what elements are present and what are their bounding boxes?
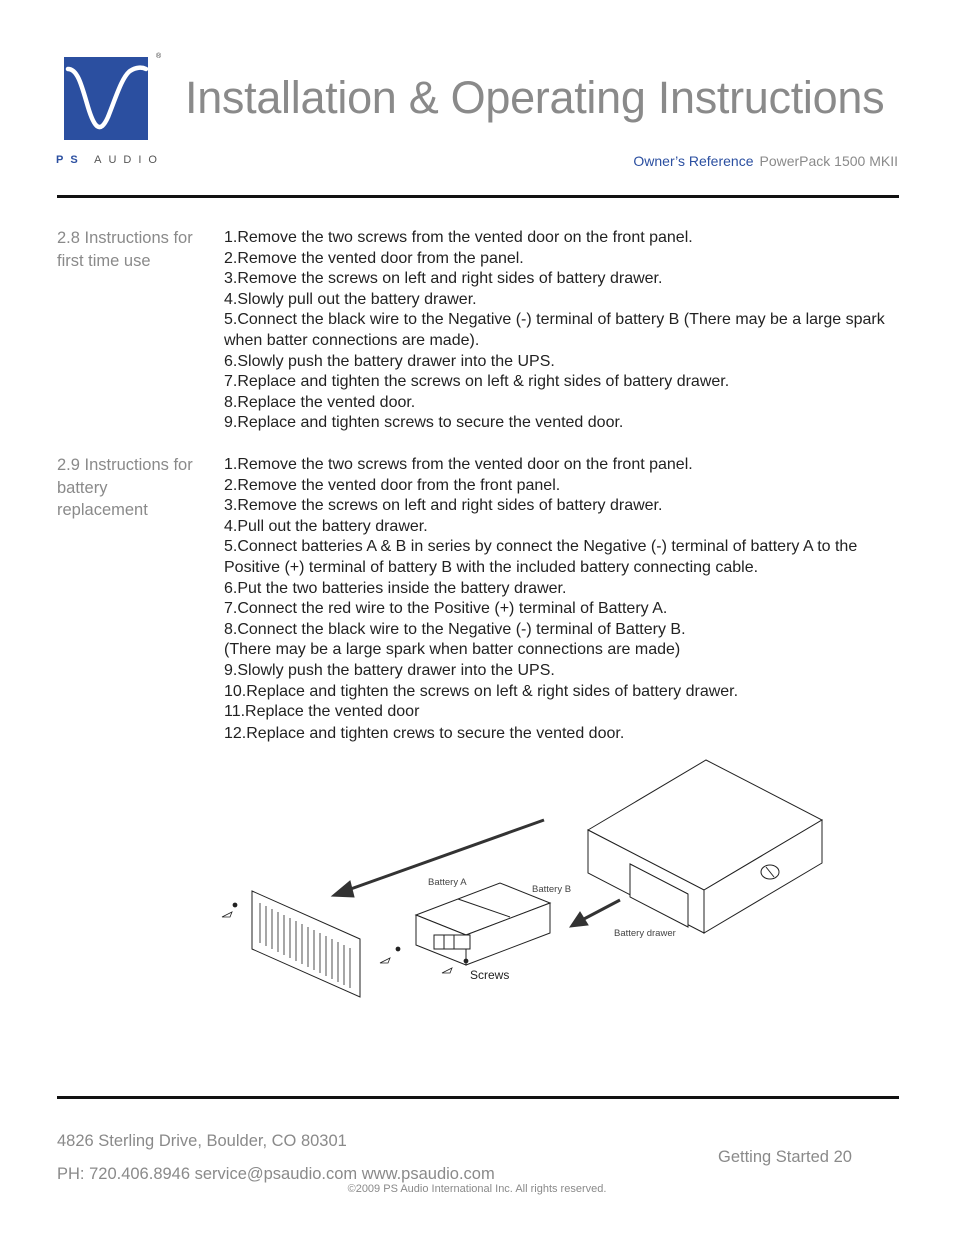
ups-chassis-illustration [588, 760, 822, 933]
logo-wordmark-light: AUDIO [94, 154, 164, 166]
battery-a-label: Battery A [428, 877, 467, 888]
step-item: 7.Replace and tighten the screws on left & right sides of battery drawer. [224, 373, 730, 391]
document-subheading [633, 153, 898, 169]
footer-divider [57, 1096, 899, 1099]
footer-contact: PH: 720.406.8946 service@psaudio.com www.psaudio.com [57, 1165, 495, 1183]
section-steps-2-8 [224, 228, 904, 434]
footer-contact-block [57, 1125, 495, 1191]
step-item: 1.Remove the two screws from the vented door on the front panel. [224, 456, 693, 473]
step-item: (There may be a large spark when batter connections are made) [224, 641, 681, 659]
step-item: 6.Put the two batteries inside the battery drawer. [224, 579, 567, 597]
step-item: 9.Replace and tighten screws to secure the vented door. [224, 414, 624, 432]
owners-reference-label: Owner’s Reference [633, 153, 754, 169]
step-item: 7.Connect the red wire to the Positive (+) terminal of Battery A. [224, 600, 668, 618]
step-item: 8.Connect the black wire to the Negative (-) terminal of Battery B. [224, 620, 686, 638]
logo-wordmark [56, 154, 164, 166]
step-item: 10.Replace and tighten the screws on left & right sides of battery drawer. [224, 682, 739, 700]
battery-drawer-illustration [416, 883, 550, 965]
page-title: Installation & Operating Instructions [185, 72, 885, 123]
header-divider [57, 195, 899, 198]
step-item: 12.Replace and tighten crews to secure the vented door. [224, 724, 625, 742]
vented-door-illustration [252, 891, 360, 997]
section-steps-2-9 [224, 455, 904, 744]
step-item: 9.Slowly push the battery drawer into the UPS. [224, 661, 555, 679]
step-item: 8.Replace the vented door. [224, 393, 416, 411]
step-item: 11.Replace the vented door [224, 703, 420, 721]
step-item: 4.Slowly pull out the battery drawer. [224, 290, 477, 308]
step-item: 1.Remove the two screws from the vented door on the front panel. [224, 229, 693, 246]
product-name: PowerPack 1500 MKII [759, 153, 898, 169]
logo-wordmark-bold: PS [56, 154, 85, 166]
section-label-2-9: 2.9 Instructions for battery replacement [57, 456, 193, 519]
battery-drawer-label: Battery drawer [614, 928, 676, 939]
battery-b-label: Battery B [532, 884, 572, 895]
step-item: 2.Remove the vented door from the panel. [224, 249, 524, 267]
step-item: 2.Remove the vented door from the front panel. [224, 476, 561, 494]
step-item: 3.Remove the screws on left and right sides of battery drawer. [224, 270, 663, 288]
step-item: 5.Connect batteries A & B in series by connect the Negative (-) terminal of battery A to the Positive (+) terminal of battery B with the included battery connecting cable. [224, 538, 858, 576]
step-item: 4.Pull out the battery drawer. [224, 517, 428, 535]
footer-address: 4826 Sterling Drive, Boulder, CO 80301 [57, 1132, 347, 1150]
section-label-2-8: 2.8 Instructions for first time use [57, 229, 193, 270]
step-item: 3.Remove the screws on left and right sides of battery drawer. [224, 497, 663, 515]
ps-audio-logo [64, 57, 148, 140]
battery-replacement-diagram [210, 755, 830, 1000]
copyright-notice: ©2009 PS Audio International Inc. All rights reserved. [347, 1183, 607, 1195]
registered-mark: ® [156, 53, 162, 60]
screws-label: Screws [470, 968, 510, 982]
step-item: 6.Slowly push the battery drawer into the UPS. [224, 352, 555, 370]
step-item: 5.Connect the black wire to the Negative (-) terminal of battery B (There may be a large spark when batter connections are made). [224, 311, 885, 349]
page-number-label: Getting Started 20 [718, 1148, 852, 1166]
